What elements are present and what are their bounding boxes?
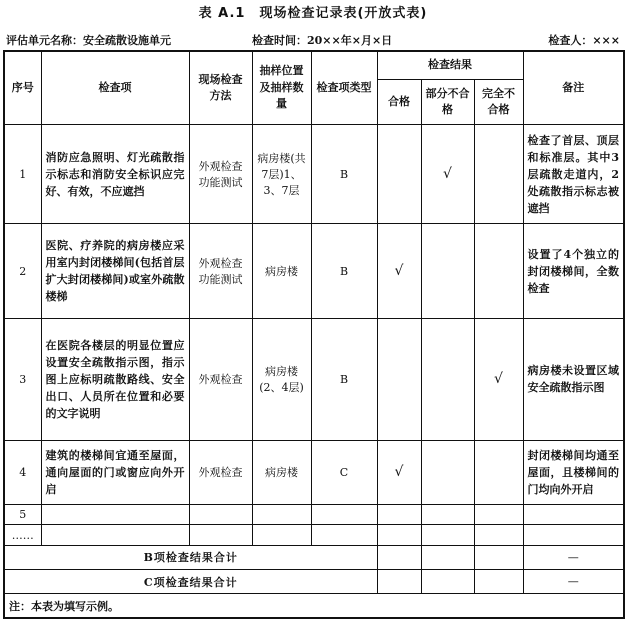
row-seq: 4 bbox=[4, 440, 41, 505]
row-note: 病房楼未设置区域安全疏散指示图 bbox=[523, 319, 624, 440]
row-ellipsis: …… bbox=[4, 525, 41, 545]
row-partial: √ bbox=[421, 125, 474, 224]
inspector-label: 检查人：××× bbox=[548, 34, 620, 47]
summary-b-label: B项检查结果合计 bbox=[4, 545, 377, 569]
table-row bbox=[4, 224, 624, 319]
row-sample: 病房楼 bbox=[252, 224, 311, 319]
table-row bbox=[4, 440, 624, 505]
table-row bbox=[4, 505, 624, 525]
row-item: 建筑的楼梯间宜通至屋面，通向屋面的门或窗应向外开启 bbox=[41, 440, 189, 505]
header-partial: 部分不合格 bbox=[421, 79, 474, 124]
summary-b-note: — bbox=[523, 545, 624, 569]
row-seq: 5 bbox=[4, 505, 41, 525]
header-note: 备注 bbox=[523, 51, 624, 125]
table-row bbox=[4, 319, 624, 440]
header-fail: 完全不合格 bbox=[474, 79, 523, 124]
row-method: 外观检查 bbox=[189, 440, 252, 505]
row-method: 外观检查功能测试 bbox=[189, 224, 252, 319]
row-type: B bbox=[311, 224, 377, 319]
row-sample: 病房楼(2、4层) bbox=[252, 319, 311, 440]
row-note: 设置了4个独立的封闭楼梯间，全数检查 bbox=[523, 224, 624, 319]
footnote: 注：本表为填写示例。 bbox=[4, 594, 624, 618]
row-fail bbox=[474, 224, 523, 319]
row-partial bbox=[421, 224, 474, 319]
header-method: 现场检查方法 bbox=[189, 51, 252, 125]
header-seq: 序号 bbox=[4, 51, 41, 125]
header-result: 检查结果 bbox=[377, 51, 523, 79]
row-note: 封闭楼梯间均通至屋面，且楼梯间的门均向外开启 bbox=[523, 440, 624, 505]
header-pass: 合格 bbox=[377, 79, 421, 124]
row-seq: 1 bbox=[4, 125, 41, 224]
row-pass: √ bbox=[377, 440, 421, 505]
evaluation-unit-label: 评估单元名称：安全疏散设施单元 bbox=[6, 34, 171, 47]
row-type: B bbox=[311, 125, 377, 224]
row-fail bbox=[474, 125, 523, 224]
row-pass bbox=[377, 125, 421, 224]
row-pass bbox=[377, 319, 421, 440]
row-fail: √ bbox=[474, 319, 523, 440]
header-type: 检查项类型 bbox=[311, 51, 377, 125]
row-item: 在医院各楼层的明显位置应设置安全疏散指示图，指示图上应标明疏散路线、安全出口、人员所在位置和必要的文字说明 bbox=[41, 319, 189, 440]
header-item: 检查项 bbox=[41, 51, 189, 125]
row-note: 检查了首层、顶层和标准层。其中3层疏散走道内，2处疏散指示标志被遮挡 bbox=[523, 125, 624, 224]
summary-c-label: C项检查结果合计 bbox=[4, 569, 377, 593]
row-partial bbox=[421, 319, 474, 440]
row-sample: 病房楼 bbox=[252, 440, 311, 505]
row-item: 医院、疗养院的病房楼应采用室内封闭楼梯间(包括首层扩大封闭楼梯间)或室外疏散楼梯 bbox=[41, 224, 189, 319]
summary-row-b bbox=[4, 545, 624, 569]
row-seq: 2 bbox=[4, 224, 41, 319]
row-method: 外观检查 bbox=[189, 319, 252, 440]
row-sample: 病房楼(共7层)1、3、7层 bbox=[252, 125, 311, 224]
summary-c-note: — bbox=[523, 569, 624, 593]
inspection-record-table bbox=[3, 50, 625, 619]
row-pass: √ bbox=[377, 224, 421, 319]
row-seq: 3 bbox=[4, 319, 41, 440]
header-sample: 抽样位置及抽样数量 bbox=[252, 51, 311, 125]
row-type: B bbox=[311, 319, 377, 440]
row-method: 外观检查功能测试 bbox=[189, 125, 252, 224]
row-item: 消防应急照明、灯光疏散指示标志和消防安全标识应完好、有效，不应遮挡 bbox=[41, 125, 189, 224]
summary-row-c bbox=[4, 569, 624, 593]
inspection-time-label: 检查时间：20××年×月×日 bbox=[252, 34, 393, 47]
table-row bbox=[4, 125, 624, 224]
table-title: 表 A.1 现场检查记录表(开放式表) bbox=[198, 6, 428, 21]
row-type: C bbox=[311, 440, 377, 505]
row-fail bbox=[474, 440, 523, 505]
row-partial bbox=[421, 440, 474, 505]
table-row bbox=[4, 525, 624, 545]
footnote-row bbox=[4, 594, 624, 618]
